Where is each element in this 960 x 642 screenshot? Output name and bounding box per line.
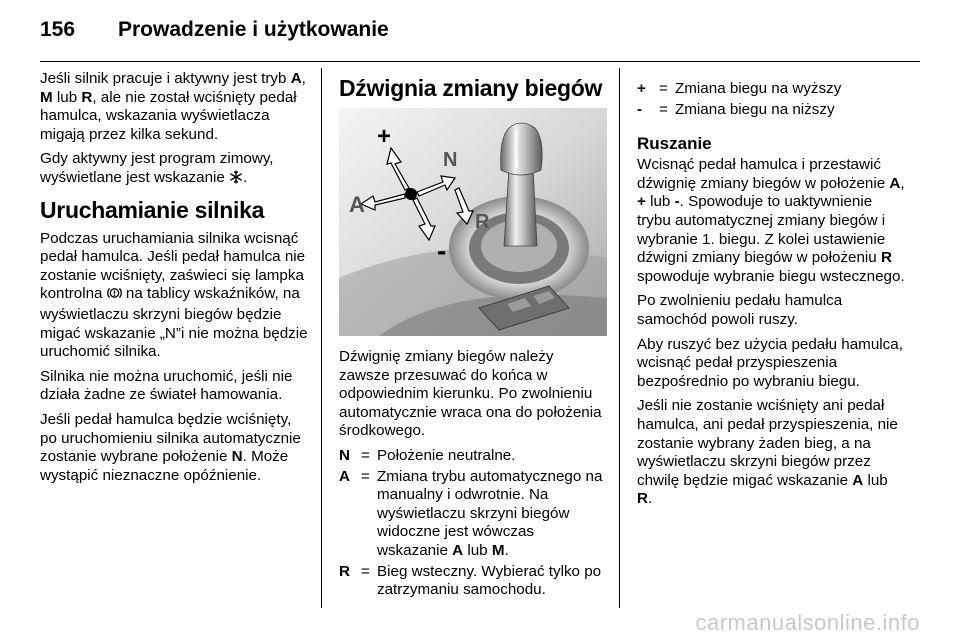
paragraph-creep: Po zwolnieniu pedału hamulca samochód powoli ruszy. xyxy=(637,292,843,328)
paragraph-brake-lights: Silnika nie można uruchomić, jeśli nie działa żadne ze świateł hamowania. xyxy=(40,367,293,404)
column-divider-2 xyxy=(619,68,620,608)
column-1 xyxy=(40,70,308,491)
paragraph-lever-usage: Dźwignię zmiany biegów należy zawsze przesuwać do końca w odpowiednim kierunku. Po zwolnieniu automatycznie wraca ona do położenia środkowego. xyxy=(339,348,602,440)
snowflake-icon xyxy=(229,170,243,190)
definition-r: R = Bieg wsteczny. Wybierać tylko po zatrzymaniu samochodu. xyxy=(339,562,602,599)
paragraph-no-gear-selected: Jeśli nie zostanie wciśnięty ani pedał hamulca, ani pedał przyspieszenia, nie zostanie wybrany żaden bieg, a na wyświetlaczu skrzyni biegów przez chwilę będzie migać wskazanie A lub R. xyxy=(637,397,898,508)
watermark: carmanualsonline.info xyxy=(695,610,920,635)
paragraph-pulling-away: Wcisnąć pedał hamulca i przestawić dźwignię zmiany biegów w położenie A, + lub -. Spowoduje to uaktywnienie trybu automatycznej zmiany biegów i wybranie 1. biegu. Z kolei ustawienie dźwigni zmiany biegów w położeniu R spowoduje wybranie biegu wstecznego. xyxy=(637,156,905,285)
paragraph-auto-neutral: Jeśli pedał hamulca będzie wciśnięty, po uruchomieniu silnika automatycznie zostanie wybrane położenie N. Może wystąpić nieznaczne opóźnienie. xyxy=(40,410,301,484)
page-number: 156 xyxy=(40,18,76,41)
figure-label-n: N xyxy=(443,149,458,171)
figure-label-plus: + xyxy=(377,123,392,150)
brake-warning-icon xyxy=(107,286,122,306)
paragraph-display-blink: Jeśli silnik pracuje i aktywny jest tryb A, M lub R, ale nie został wciśnięty pedał hamulca, wskazania wyświetlacza migają przez kilka sekund. xyxy=(40,70,306,143)
gear-lever-figure xyxy=(339,108,607,336)
running-title: Prowadzenie i użytkowanie xyxy=(118,18,389,41)
column-divider-1 xyxy=(321,68,322,608)
subheading-pulling-away: Ruszanie xyxy=(637,134,712,154)
figure-label-r: R xyxy=(475,211,490,233)
definition-minus: - = Zmiana biegu na niższy xyxy=(637,100,835,118)
column-2 xyxy=(339,70,607,602)
column-3 xyxy=(637,70,905,515)
figure-label-a: A xyxy=(349,192,365,217)
section-heading-selector-lever: Dźwignia zmiany biegów xyxy=(339,75,603,101)
definition-a: A = Zmiana trybu automatycznego na manualny i odwrotnie. Na wyświetlaczu skrzyni biegów widoczne jest wówczas wskazanie A lub M. xyxy=(339,467,603,559)
paragraph-engine-start: Podczas uruchamiania silnika wcisnąć pedał hamulca. Jeśli pedał hamulca nie zostanie wciśnięty, zaświeci się lampka kontrolna na tablicy wskaźników, na wyświetlaczu skrzyni biegów będzie migać wskazanie „N”i nie można będzie uruchomić silnika. xyxy=(40,229,308,361)
page-header xyxy=(0,0,960,62)
figure-label-minus: - xyxy=(437,235,447,266)
header-rule xyxy=(40,61,920,62)
definition-n: N = Położenie neutralne. xyxy=(339,446,516,464)
paragraph-accelerator-start: Aby ruszyć bez użycia pedału hamulca, wcisnąć pedał przyspieszenia bezpośrednio po wybraniu biegu. xyxy=(637,335,903,390)
definition-plus: + = Zmiana biegu na wyższy xyxy=(637,80,842,97)
section-heading-engine-start: Uruchamianie silnika xyxy=(40,196,265,223)
paragraph-winter-program: Gdy aktywny jest program zimowy, wyświetlane jest wskazanie . xyxy=(40,150,308,189)
